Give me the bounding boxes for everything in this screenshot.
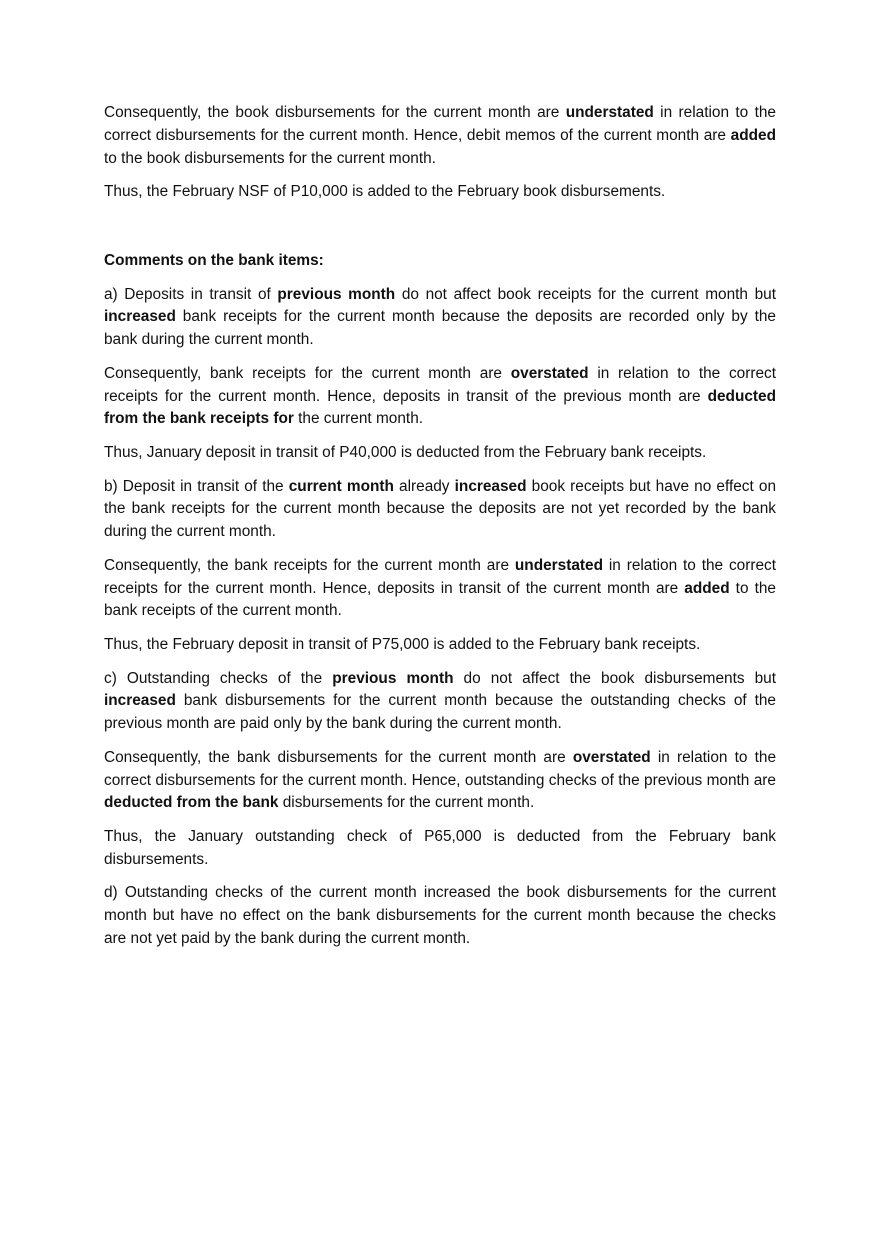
text-segment: b) Deposit in transit of the — [104, 477, 289, 495]
section-heading-bank-items — [104, 250, 776, 273]
paragraph-nsf-added — [104, 181, 776, 204]
emphasis-deducted-from-bank-receipts: deducted from the bank receipts for — [104, 387, 776, 428]
text-segment: Thus, the January outstanding check of P65,000 is deducted from the February bank disbursements. — [104, 827, 776, 868]
text-segment: Consequently, the book disbursements for the current month are — [104, 104, 566, 121]
emphasis-previous-month: previous month — [277, 285, 396, 303]
emphasis-increased: increased — [104, 692, 176, 710]
emphasis-overstated: overstated — [510, 364, 589, 382]
text-segment: bank receipts for the current month because the deposits are recorded only by the bank during the current month. — [104, 308, 776, 349]
text-segment: the current month. — [293, 410, 424, 428]
text-segment: Thus, the February deposit in transit of P75,000 is added to the February bank receipts. — [104, 635, 701, 653]
text-segment: do not affect the book disbursements but — [453, 669, 777, 687]
text-segment: to the book disbursements for the current month. — [104, 149, 436, 167]
text-segment: bank disbursements for the current month because the outstanding checks of the previous month are paid only by the bank during the current month. — [104, 692, 776, 733]
text-segment: a) Deposits in transit of — [104, 285, 278, 303]
emphasis-increased: increased — [104, 308, 176, 326]
paragraph-january-check-deducted — [104, 826, 776, 872]
text-segment: Consequently, the bank receipts for the current month are — [104, 556, 515, 574]
text-segment: in relation to the correct disbursements for the current month. Hence, debit memos of the current month are — [104, 104, 776, 144]
paragraph-bank-receipts-overstated — [104, 363, 776, 431]
emphasis-increased: increased — [454, 477, 527, 495]
paragraph-january-deposit-deducted — [104, 442, 776, 465]
text-segment: d) Outstanding checks of the current month increased the book disbursements for the current month but have no effect on the bank disbursements for the current month because the checks are not yet paid by the bank during the current month. — [104, 884, 776, 947]
text-segment: in relation to the correct receipts for the current month. Hence, deposits in transit of the previous month are — [104, 364, 777, 405]
text-segment: Consequently, bank receipts for the current month are — [104, 364, 511, 382]
text-segment: to the bank receipts of the current month. — [104, 579, 776, 620]
emphasis-overstated: overstated — [572, 748, 651, 766]
text-segment: do not affect book receipts for the current month but — [395, 285, 776, 303]
paragraph-item-a — [104, 284, 776, 352]
text-segment: already — [393, 477, 455, 495]
text-segment: Consequently, the bank disbursements for the current month are — [104, 748, 573, 766]
text-segment: Thus, January deposit in transit of P40,000 is deducted from the February bank receipts. — [104, 443, 707, 461]
text-segment: in relation to the correct disbursements for the current month. Hence, outstanding checks of the previous month are — [104, 748, 776, 789]
text-segment: disbursements for the current month. — [278, 794, 535, 812]
text-segment: book receipts but have no effect on the bank receipts for the current month because the deposits are not yet recorded by the bank during the current month. — [104, 477, 777, 541]
emphasis-understated: understated — [565, 104, 654, 121]
emphasis-added: added — [684, 579, 730, 597]
paragraph-book-disbursements-understated — [104, 102, 776, 170]
text-segment: in relation to the correct receipts for the current month. Hence, deposits in transit of the current month are — [104, 556, 777, 597]
emphasis-deducted-from-the-bank: deducted from the bank — [104, 794, 279, 812]
paragraph-item-d — [104, 882, 776, 950]
paragraph-item-b — [104, 476, 776, 544]
emphasis-understated: understated — [514, 556, 603, 574]
emphasis-added: added — [730, 126, 776, 144]
page-content — [104, 102, 776, 951]
paragraph-item-c — [104, 668, 776, 736]
text-segment: c) Outstanding checks of the — [104, 669, 333, 687]
heading-text: Comments on the bank items: — [104, 251, 324, 269]
emphasis-previous-month: previous month — [332, 669, 454, 687]
paragraph-bank-disbursements-overstated — [104, 747, 776, 815]
paragraph-february-deposit-added — [104, 634, 776, 657]
text-segment: Thus, the February NSF of P10,000 is added to the February book disbursements. — [104, 183, 666, 201]
emphasis-current-month: current month — [288, 477, 394, 495]
paragraph-bank-receipts-understated — [104, 555, 776, 623]
